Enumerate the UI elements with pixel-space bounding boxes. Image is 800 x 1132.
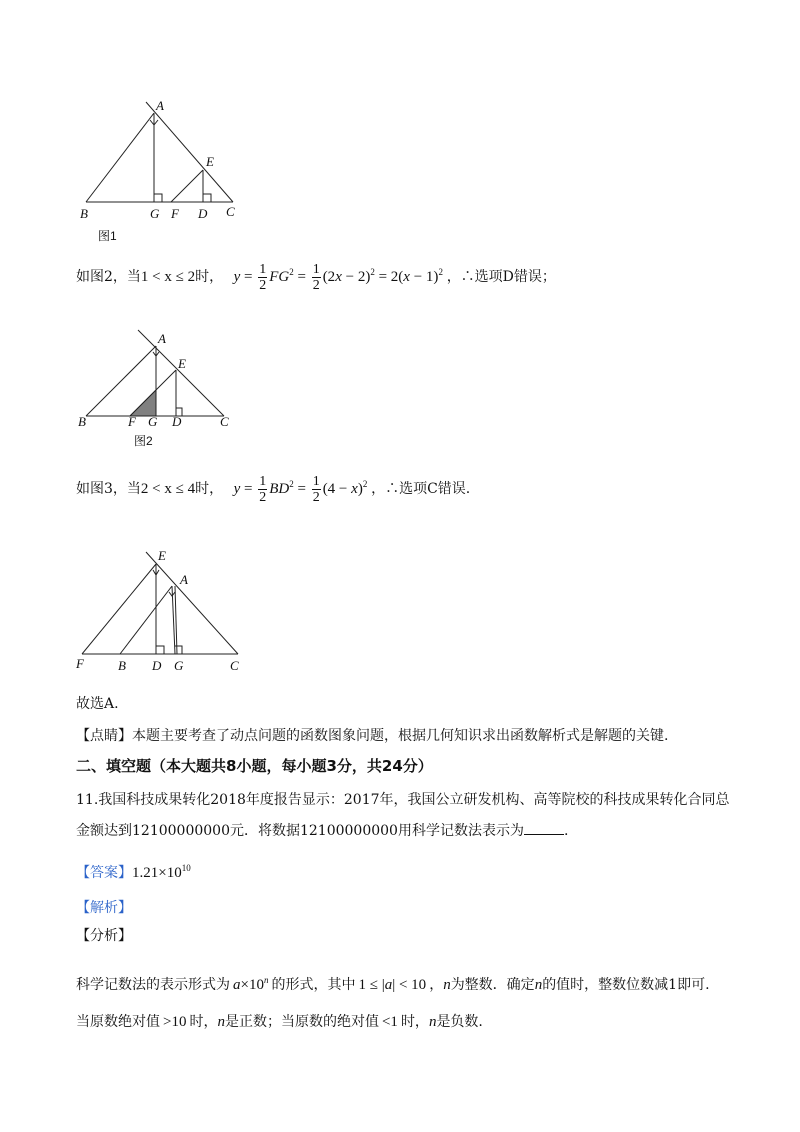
question-11-line-2 [76,820,568,841]
answer-tag: 【答案】 [76,865,132,881]
case-2-suffix: ，∴选项D错误； [446,269,556,285]
figure-1 [76,96,256,246]
label-B: B [118,658,126,673]
var-n: n [217,1014,225,1030]
lt-1: <1 [381,1014,398,1030]
figure-3-diagram [76,548,256,678]
figure-2-diagram [76,326,256,452]
case-2-condition: 1 < x ≤ 2 [140,269,196,285]
figure-2 [76,326,256,452]
label-C: C [230,658,239,673]
fenxi-tag: 【分析】 [76,928,132,944]
case-3-line [76,474,470,505]
var-n: n [443,977,451,993]
label-F: F [171,206,179,221]
figure-2-caption: 图2 [134,434,153,448]
figure-1-caption: 图1 [98,229,117,243]
sci-notation-form: $a\times 10^n$ [233,975,269,993]
explanation-line-2 [76,1012,483,1032]
conclusion: 故选A. [76,696,119,712]
label-A: A [180,572,188,587]
figure-3 [76,548,256,678]
label-E: E [158,548,166,563]
explain-1-b: 的形式，其中 [271,977,356,993]
case-3-suffix: ，∴选项C错误. [371,481,471,497]
case-3-suffix-cond: 时， [195,481,224,497]
case-2-line [76,262,556,293]
label-D: D [172,414,182,429]
explain-1-e: 的值时，整数位数减1即可. [542,977,710,993]
gt-10: >10 [163,1014,187,1030]
question-11-end: . [563,823,569,839]
label-B: B [80,206,88,221]
label-D: D [198,206,208,221]
comment-text: 本题主要考查了动点问题的函数图象问题，根据几何知识求出函数解析式是解题的关键. [132,728,669,744]
label-E: E [178,356,186,371]
answer-exponent: 10 [181,863,191,873]
explain-2-d: 时， [400,1014,429,1030]
var-n: n [534,977,543,993]
explain-2-b: 时， [189,1014,218,1030]
explain-2-a: 当原数绝对值 [76,1014,160,1030]
label-G: G [148,414,158,429]
label-A: A [156,98,164,113]
case-2-formula: y = $\frac{1}{2}$ $FG^2$ = $\frac{1}{2}$ $(2x - 2)^2 = 2(x - 1)^2$ [233,262,443,294]
range-condition: 1 ≤ |a| < 10 [358,977,427,993]
label-G: G [174,658,184,673]
label-F: F [128,414,136,429]
label-A: A [158,331,166,346]
label-F: F [76,656,84,671]
case-2-suffix-cond: 时， [195,269,224,285]
question-11-text: 金额达到12100000000元．将数据12100000000用科学记数法表示为 [76,823,524,839]
analysis-tag: 【解析】 [76,900,132,916]
answer-line [76,858,191,883]
answer-value [132,865,191,881]
case-2-prefix: 如图2，当 [76,269,141,285]
section-heading: 二、填空题（本大题共8小题，每小题3分，共24分） [76,757,433,775]
explain-1-c: ， [429,977,444,993]
label-E: E [206,154,214,169]
label-C: C [226,204,235,219]
answer-mantissa: 1.21×10 [132,865,182,881]
comment-tag: 【点睛】 [76,728,132,744]
explain-2-c: 是正数；当原数的绝对值 [224,1014,379,1030]
label-B: B [78,414,86,429]
answer-blank [524,820,564,835]
label-C: C [220,414,229,429]
case-3-condition: 2 < x ≤ 4 [140,481,196,497]
var-n: n [428,1014,437,1030]
label-G: G [150,206,160,221]
figure-1-diagram [76,96,256,246]
comment-line [76,726,668,746]
case-3-prefix: 如图3，当 [76,481,141,497]
label-D: D [152,658,162,673]
explanation-line-1 [76,970,710,995]
case-3-formula: y = $\frac{1}{2}$ $BD^2$ = $\frac{1}{2}$ $(4 - x)^2$ [233,474,368,506]
explain-2-e: 是负数. [436,1014,483,1030]
explain-1-d: 为整数．确定 [450,977,535,993]
explain-1-a: 科学记数法的表示形式为 [76,977,230,993]
question-11-line-1: 11.我国科技成果转化2018年度报告显示：2017年，我国公立研发机构、高等院校的科技成果转化合同总 [76,792,730,808]
